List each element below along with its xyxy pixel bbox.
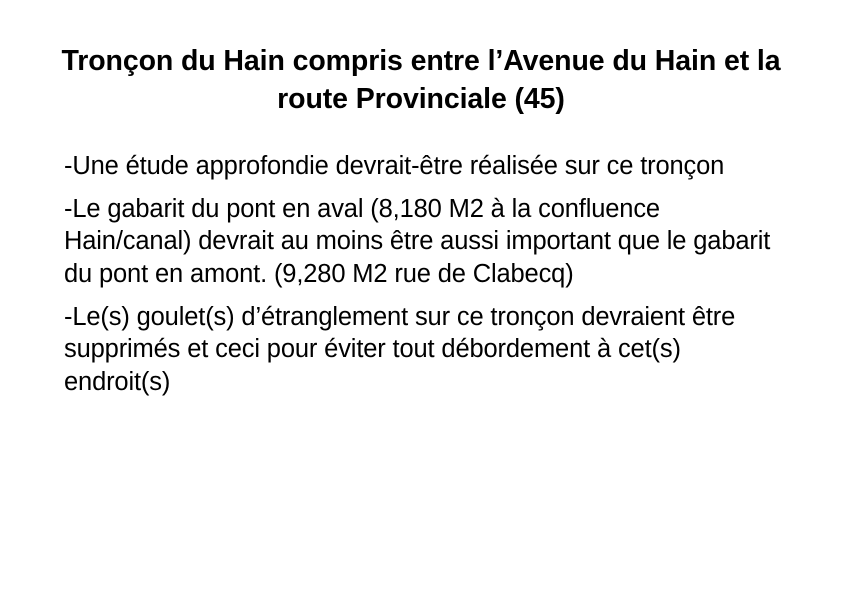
list-item: -Le gabarit du pont en aval (8,180 M2 à la confluence Hain/canal) devrait au moins être aussi important que le gabarit du pont en amont. (9,280 M2 rue de Clabecq) (64, 194, 771, 288)
page-title: Tronçon du Hain compris entre l’Avenue du Hain et la route Provinciale (45) (61, 45, 781, 115)
list-item: -Une étude approfondie devrait-être réalisée sur ce tronçon (64, 152, 725, 180)
slide-body (64, 150, 782, 398)
list-item: -Le(s) goulet(s) d’étranglement sur ce tronçon devraient être supprimés et ceci pour éviter tout débordement à cet(s) endroit(s) (64, 302, 736, 396)
